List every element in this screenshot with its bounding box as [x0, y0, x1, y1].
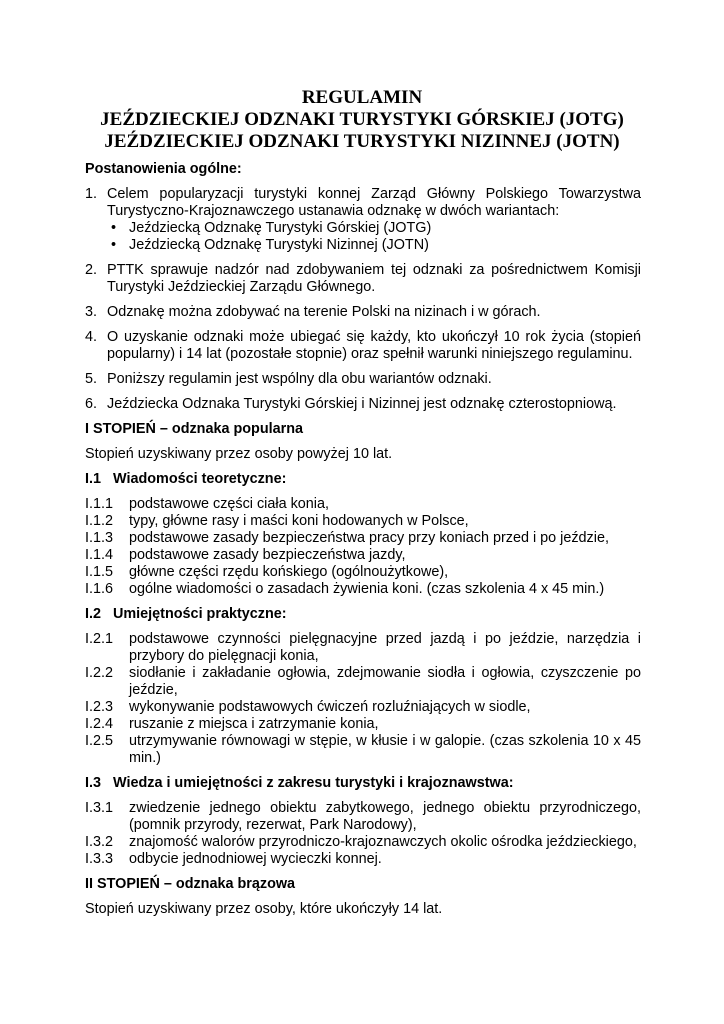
section-i2-heading: I.2 Umiejętności praktyczne: — [85, 606, 287, 622]
general-item-text: Jeździecka Odznaka Turystyki Górskiej i Nizinnej jest odznakę czterostopniową. — [107, 396, 617, 412]
list-item — [85, 631, 641, 665]
list-item — [85, 733, 641, 767]
bullet-text: Jeździecką Odznakę Turystyki Górskiej (JOTG) — [129, 220, 432, 236]
list-item — [85, 581, 641, 598]
stage-2-intro: Stopień uzyskiwany przez osoby, które ukończyły 14 lat. — [85, 901, 443, 917]
item-number: I.2.2 — [85, 665, 114, 681]
item-number: I.1.3 — [85, 530, 114, 546]
general-item-text: PTTK sprawuje nadzór nad zdobywaniem tej odznaki za pośrednictwem Komisji Turystyki Jeździeckiej Zarządu Głównego. — [107, 262, 641, 295]
general-item-number: 4. — [85, 329, 98, 345]
title-line-1: REGULAMIN — [301, 87, 423, 108]
list-item — [85, 547, 641, 564]
general-item-text: Celem popularyzacji turystyki konnej Zarząd Główny Polskiego Towarzystwa Turystyczno-Krajoznawczego ustanawia odznakę w dwóch wariantach: — [107, 186, 641, 219]
list-item — [85, 665, 641, 699]
general-item-number: 3. — [85, 304, 98, 320]
general-item-1 — [85, 186, 641, 254]
bullet-item-jotn — [107, 237, 641, 254]
item-number: I.1.5 — [85, 564, 114, 580]
general-item-text: O uzyskanie odznaki może ubiegać się każdy, kto ukończył 10 rok życia (stopień popularny) i 14 lat (pozostałe stopnie) oraz spełnił warunki niniejszego regulaminu. — [107, 329, 641, 362]
item-text: główne części rzędu końskiego (ogólnoużytkowe), — [129, 564, 449, 580]
item-number: I.3.3 — [85, 851, 114, 867]
item-number: I.2.1 — [85, 631, 114, 647]
document-body — [85, 161, 641, 926]
stage-1-intro: Stopień uzyskiwany przez osoby powyżej 10 lat. — [85, 446, 393, 462]
list-item — [85, 851, 641, 868]
item-number: I.1.6 — [85, 581, 114, 597]
item-number: I.1.2 — [85, 513, 114, 529]
general-item-text: Odznakę można zdobywać na terenie Polski na nizinach i w górach. — [107, 304, 541, 320]
item-text: zwiedzenie jednego obiektu zabytkowego, jednego obiektu przyrodniczego, (pomnik przyrody, rezerwat, Park Narodowy), — [129, 800, 641, 833]
section-i1-heading: I.1 Wiadomości teoretyczne: — [85, 471, 287, 487]
item-text: podstawowe zasady bezpieczeństwa pracy przy koniach przed i po jeździe, — [129, 530, 609, 546]
item-number: I.2.4 — [85, 716, 114, 732]
general-item-number: 6. — [85, 396, 98, 412]
general-item-number: 1. — [85, 186, 98, 202]
item-number: I.1.4 — [85, 547, 114, 563]
item-text: odbycie jednodniowej wycieczki konnej. — [129, 851, 382, 867]
general-item-text: Poniższy regulamin jest wspólny dla obu wariantów odznaki. — [107, 371, 492, 387]
list-item — [85, 800, 641, 834]
stage-2-heading: II STOPIEŃ – odznaka brązowa — [85, 876, 296, 892]
item-text: podstawowe zasady bezpieczeństwa jazdy, — [129, 547, 406, 563]
item-text: znajomość walorów przyrodniczo-krajoznawczych okolic ośrodka jeździeckiego, — [129, 834, 637, 850]
section-i1-list — [85, 496, 641, 598]
item-text: ruszanie z miejsca i zatrzymanie konia, — [129, 716, 379, 732]
general-provisions-heading: Postanowienia ogólne: — [85, 161, 242, 177]
bullet-item-jotg — [107, 220, 641, 237]
item-text: podstawowe części ciała konia, — [129, 496, 329, 512]
list-item — [85, 496, 641, 513]
title-line-2: JEŹDZIECKIEJ ODZNAKI TURYSTYKI GÓRSKIEJ (JOTG) — [100, 109, 624, 130]
item-number: I.2.5 — [85, 733, 114, 749]
section-i3-heading: I.3 Wiedza i umiejętności z zakresu turystyki i krajoznawstwa: — [85, 775, 514, 791]
item-text: wykonywanie podstawowych ćwiczeń rozluźniających w siodle, — [129, 699, 531, 715]
list-item — [85, 716, 641, 733]
item-number: I.3.1 — [85, 800, 114, 816]
list-item — [85, 564, 641, 581]
item-text: siodłanie i zakładanie ogłowia, zdejmowanie siodła i ogłowia, czyszczenie po jeździe, — [129, 665, 641, 698]
list-item — [85, 513, 641, 530]
general-item-3 — [85, 304, 641, 321]
item-text: utrzymywanie równowagi w stępie, w kłusie i w galopie. (czas szkolenia 10 x 45 min.) — [129, 733, 641, 766]
general-item-2 — [85, 262, 641, 296]
list-item — [85, 699, 641, 716]
item-number: I.2.3 — [85, 699, 114, 715]
bullet-icon: • — [111, 237, 117, 253]
list-item — [85, 834, 641, 851]
section-i3-list — [85, 800, 641, 868]
general-item-number: 2. — [85, 262, 98, 278]
list-item — [85, 530, 641, 547]
item-number: I.3.2 — [85, 834, 114, 850]
item-text: podstawowe czynności pielęgnacyjne przed jazdą i po jeździe, narzędzia i przybory do pielęgnacji konia, — [129, 631, 641, 664]
item-text: ogólne wiadomości o zasadach żywienia koni. (czas szkolenia 4 x 45 min.) — [129, 581, 605, 597]
general-item-4 — [85, 329, 641, 363]
document-title — [60, 87, 664, 153]
item-text: typy, główne rasy i maści koni hodowanych w Polsce, — [129, 513, 469, 529]
general-item-6 — [85, 396, 641, 413]
stage-1-heading: I STOPIEŃ – odznaka popularna — [85, 421, 304, 437]
bullet-text: Jeździecką Odznakę Turystyki Nizinnej (JOTN) — [129, 237, 429, 253]
general-item-5 — [85, 371, 641, 388]
bullet-icon: • — [111, 220, 117, 236]
section-i2-list — [85, 631, 641, 767]
general-item-number: 5. — [85, 371, 98, 387]
title-line-3: JEŹDZIECKIEJ ODZNAKI TURYSTYKI NIZINNEJ (JOTN) — [104, 131, 620, 152]
item-number: I.1.1 — [85, 496, 114, 512]
